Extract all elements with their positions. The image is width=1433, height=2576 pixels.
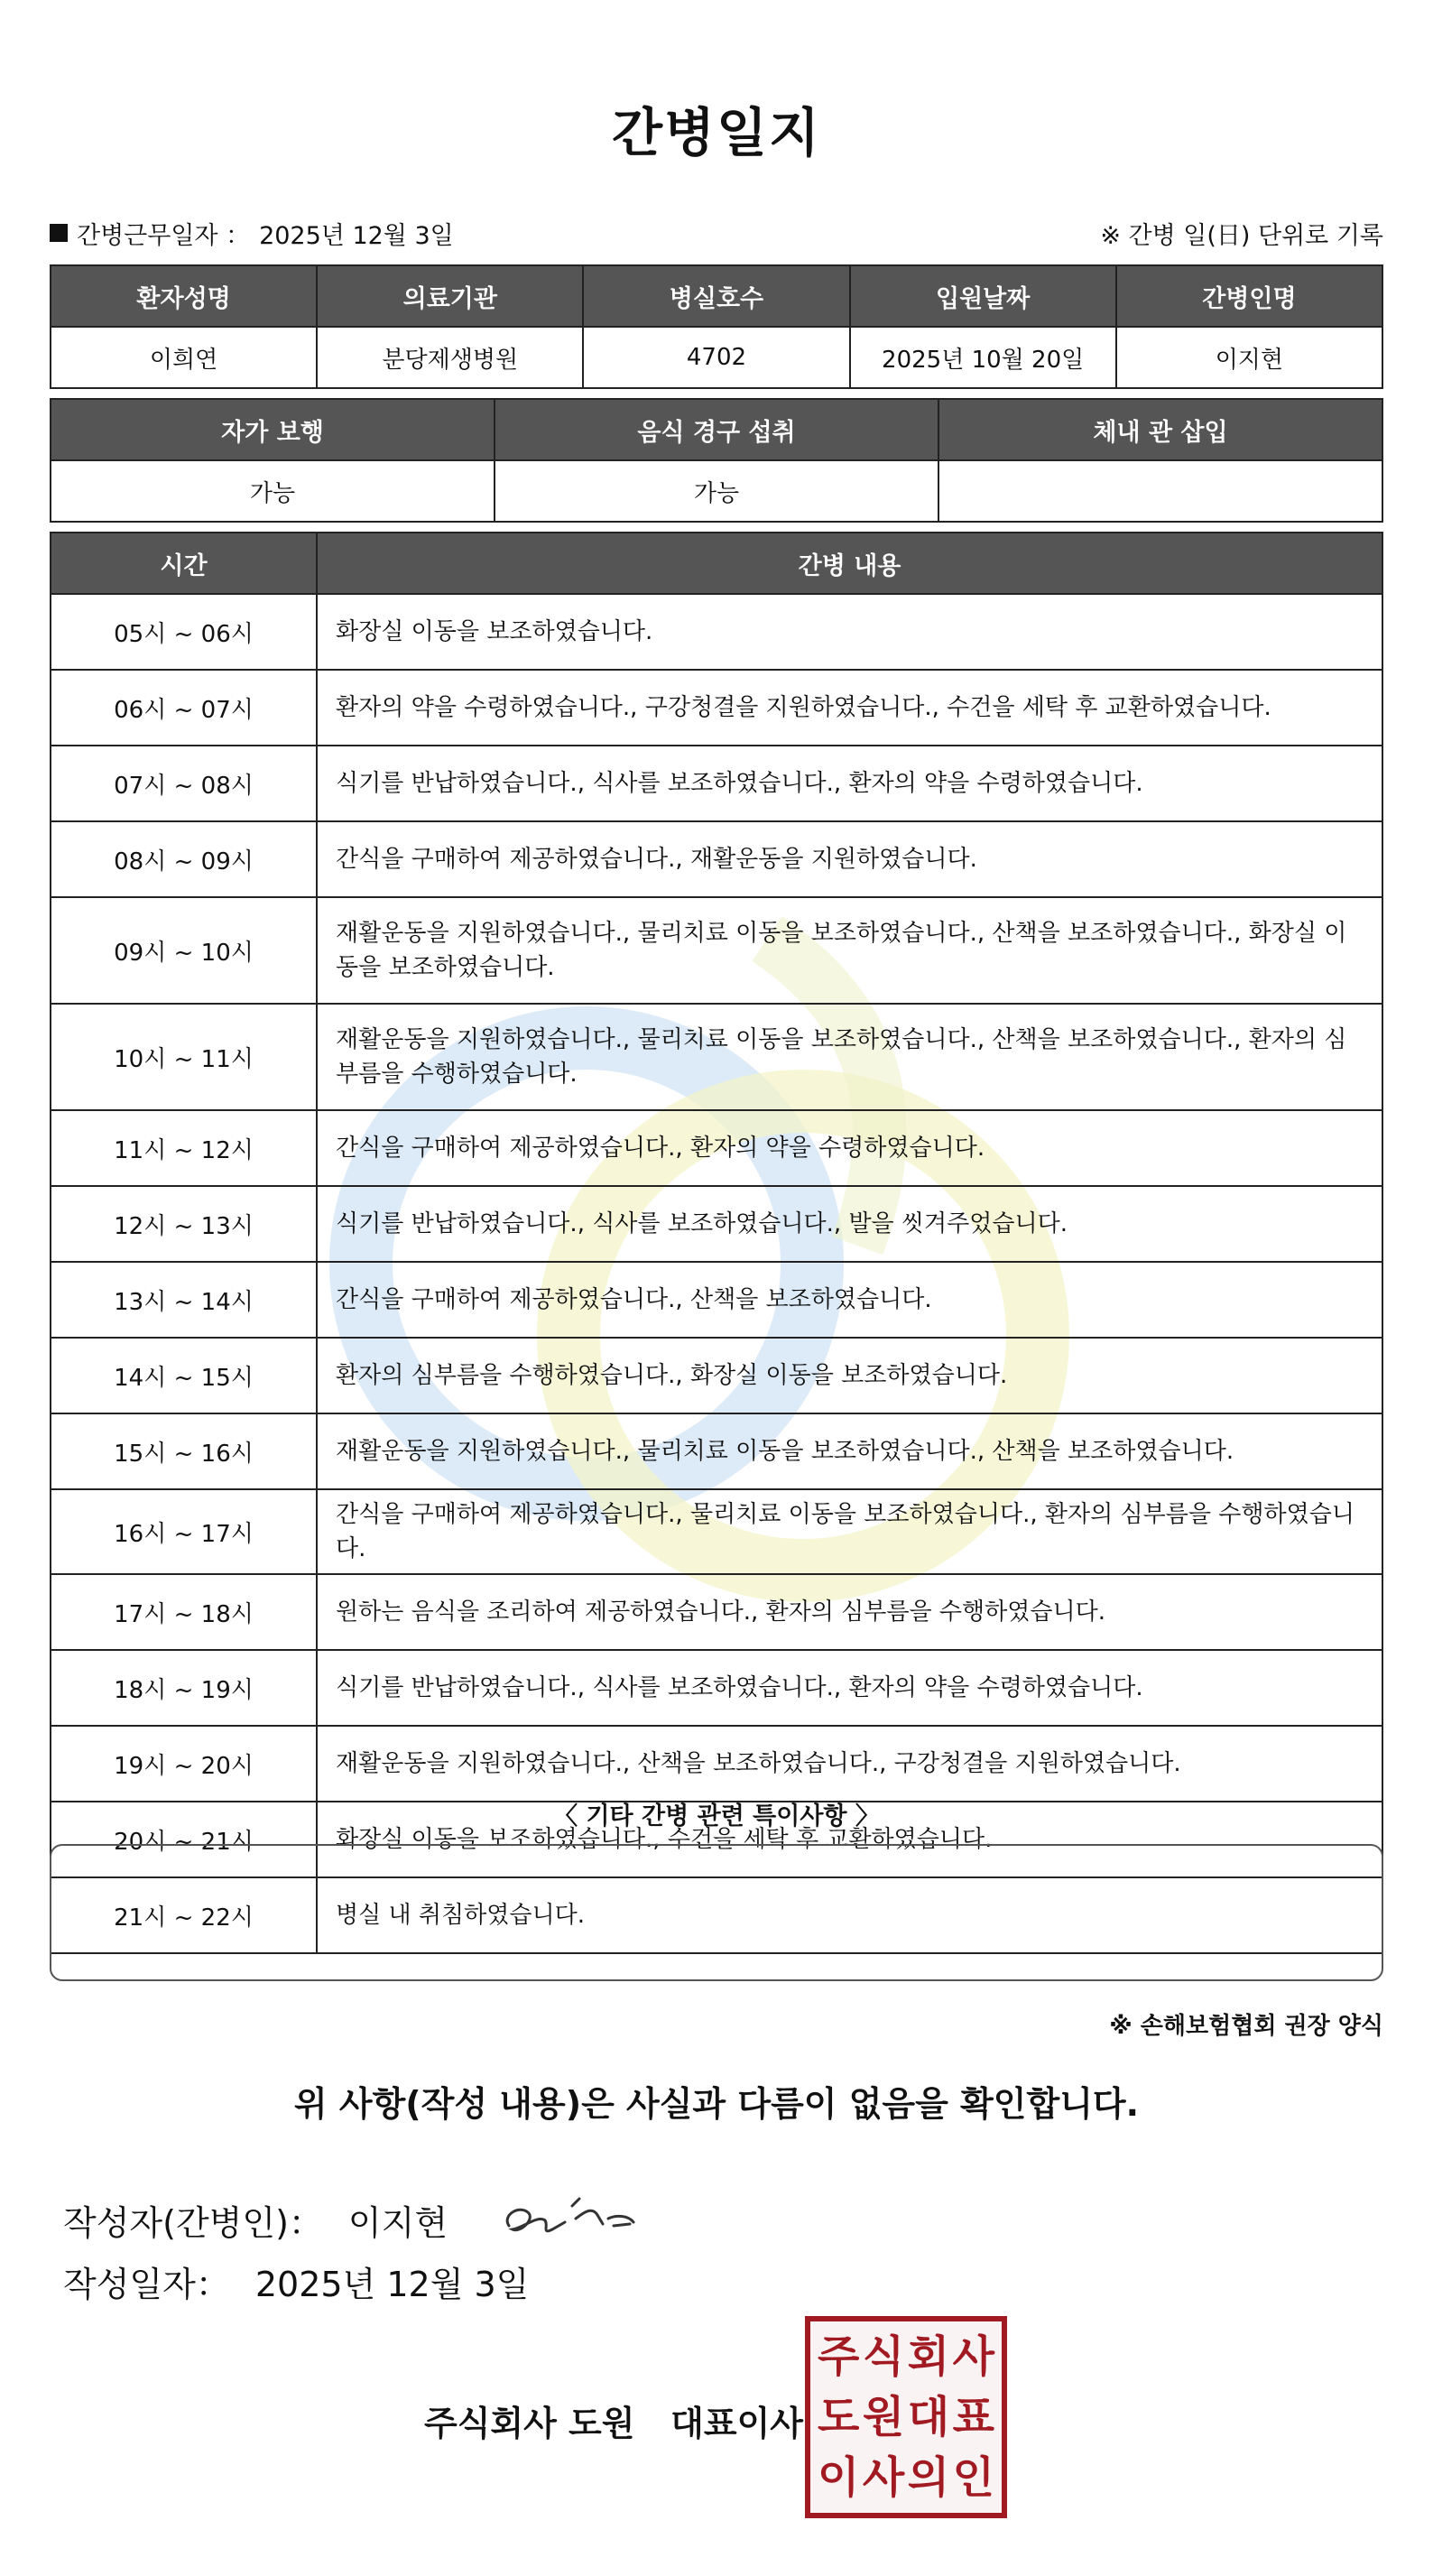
table-row (51, 1338, 1382, 1413)
meta-row (50, 213, 1383, 253)
content-cell: 재활운동을 지원하였습니다., 물리치료 이동을 보조하였습니다., 산책을 보조하였습니다., 화장실 이동을 보조하였습니다. (317, 897, 1382, 1004)
content-cell: 간식을 구매하여 제공하였습니다., 재활운동을 지원하였습니다. (317, 821, 1382, 897)
time-cell: 05시 ~ 06시 (51, 594, 317, 670)
table-row (51, 1004, 1382, 1110)
content-cell: 재활운동을 지원하였습니다., 물리치료 이동을 보조하였습니다., 산책을 보조하였습니다., 환자의 심부름을 수행하였습니다. (317, 1004, 1382, 1110)
tube-value (938, 460, 1382, 522)
table-row (51, 1489, 1382, 1574)
notes-box (50, 1844, 1383, 1981)
time-cell: 20시 ~ 21시 (51, 1802, 317, 1877)
time-cell: 19시 ~ 20시 (51, 1726, 317, 1802)
writer-line (63, 2179, 646, 2260)
table-row (51, 821, 1382, 897)
time-cell: 09시 ~ 10시 (51, 897, 317, 1004)
table-row (51, 1262, 1382, 1338)
patient-name-header: 환자성명 (51, 265, 317, 327)
admission-date: 2025년 10월 20일 (850, 327, 1116, 388)
stamp-row: 도 원 대 표 (818, 2392, 994, 2442)
content-cell: 화장실 이동을 보조하였습니다. (317, 594, 1382, 670)
time-cell: 08시 ~ 09시 (51, 821, 317, 897)
work-date-label: 간병근무일자 ： (77, 221, 251, 250)
table-row (51, 594, 1382, 670)
caregiver-header: 간병인명 (1116, 265, 1382, 327)
content-cell: 식기를 반납하였습니다., 식사를 보조하였습니다., 환자의 약을 수령하였습니다. (317, 746, 1382, 821)
table-row (51, 1574, 1382, 1650)
time-cell: 12시 ~ 13시 (51, 1186, 317, 1262)
table-row (51, 1110, 1382, 1186)
room-header: 병실호수 (583, 265, 849, 327)
hospital-header: 의료기관 (317, 265, 583, 327)
square-bullet-icon (50, 224, 68, 242)
company-name: 주식회사 도원 대표이사 (424, 2404, 803, 2443)
confirmation-statement: 위 사항(작성 내용)은 사실과 다름이 없음을 확인합니다. (293, 2084, 1140, 2124)
oral-intake-value: 가능 (495, 460, 938, 522)
work-date (50, 216, 454, 251)
writer-name: 이지현 (347, 2202, 448, 2243)
stamp-row: 이 사 의 인 (818, 2452, 994, 2503)
content-cell: 환자의 심부름을 수행하였습니다., 화장실 이동을 보조하였습니다. (317, 1338, 1382, 1413)
room-number: 4702 (583, 327, 849, 388)
writer-label: 작성자(간병인)： (63, 2202, 323, 2243)
table-row (51, 746, 1382, 821)
content-cell: 식기를 반납하였습니다., 식사를 보조하였습니다., 발을 씻겨주었습니다. (317, 1186, 1382, 1262)
time-cell: 16시 ~ 17시 (51, 1489, 317, 1574)
content-cell: 간식을 구매하여 제공하였습니다., 물리치료 이동을 보조하였습니다., 환자의 심부름을 수행하였습니다. (317, 1489, 1382, 1574)
content-cell: 재활운동을 지원하였습니다., 산책을 보조하였습니다., 구강청결을 지원하였습니다. (317, 1726, 1382, 1802)
content-cell: 화장실 이동을 보조하였습니다., 수건을 세탁 후 교환하였습니다. (317, 1802, 1382, 1877)
table-row (51, 1650, 1382, 1726)
content-cell: 재활운동을 지원하였습니다., 물리치료 이동을 보조하였습니다., 산책을 보조하였습니다. (317, 1413, 1382, 1489)
time-cell: 17시 ~ 18시 (51, 1574, 317, 1650)
record-note: ※ 간병 일(日) 단위로 기록 (1100, 221, 1383, 250)
stamp-row: 주 식 회 사 (818, 2331, 994, 2382)
written-date-label: 작성일자： (63, 2265, 230, 2304)
table-row (51, 897, 1382, 1004)
time-cell: 06시 ~ 07시 (51, 670, 317, 746)
walking-header: 자가 보행 (51, 399, 495, 460)
admission-date-header: 입원날짜 (850, 265, 1116, 327)
table-row (51, 1186, 1382, 1262)
content-header: 간병 내용 (317, 533, 1382, 594)
content-cell: 간식을 구매하여 제공하였습니다., 산책을 보조하였습니다. (317, 1262, 1382, 1338)
time-cell: 18시 ~ 19시 (51, 1650, 317, 1726)
table-row (51, 670, 1382, 746)
time-cell: 13시 ~ 14시 (51, 1262, 317, 1338)
written-date-line (63, 2256, 529, 2306)
content-cell: 간식을 구매하여 제공하였습니다., 환자의 약을 수령하였습니다. (317, 1110, 1382, 1186)
patient-name: 이희연 (51, 327, 317, 388)
company-seal-stamp (805, 2316, 1007, 2518)
caregiver-name: 이지현 (1116, 327, 1382, 388)
hospital: 분당제생병원 (317, 327, 583, 388)
tube-header: 체내 관 삽입 (938, 399, 1382, 460)
table-row (51, 1726, 1382, 1802)
written-date: 2025년 12월 3일 (254, 2265, 530, 2304)
notes-title: 〈 기타 간병 관련 특이사항 〉 (553, 1802, 880, 1830)
content-cell: 식기를 반납하였습니다., 식사를 보조하였습니다., 환자의 약을 수령하였습니다. (317, 1650, 1382, 1726)
table-row (51, 1413, 1382, 1489)
time-cell: 14시 ~ 15시 (51, 1338, 317, 1413)
time-cell: 15시 ~ 16시 (51, 1413, 317, 1489)
work-date-value: 2025년 12월 3일 (259, 221, 454, 250)
signature-image (493, 2179, 646, 2260)
time-cell: 07시 ~ 08시 (51, 746, 317, 821)
oral-intake-header: 음식 경구 섭취 (495, 399, 938, 460)
content-cell: 원하는 음식을 조리하여 제공하였습니다., 환자의 심부름을 수행하였습니다. (317, 1574, 1382, 1650)
time-cell: 11시 ~ 12시 (51, 1110, 317, 1186)
time-cell: 10시 ~ 11시 (51, 1004, 317, 1110)
care-log-table (50, 532, 1383, 1954)
content-cell: 병실 내 취침하였습니다. (317, 1877, 1382, 1953)
page-title: 간병일지 (611, 102, 822, 163)
walking-value: 가능 (51, 460, 495, 522)
status-table (50, 398, 1383, 523)
time-header: 시간 (51, 533, 317, 594)
recommended-form-note: ※ 손해보험협회 권장 양식 (1109, 2013, 1383, 2040)
patient-table (50, 264, 1383, 389)
time-cell: 21시 ~ 22시 (51, 1877, 317, 1953)
content-cell: 환자의 약을 수령하였습니다., 구강청결을 지원하였습니다., 수건을 세탁 후 교환하였습니다. (317, 670, 1382, 746)
